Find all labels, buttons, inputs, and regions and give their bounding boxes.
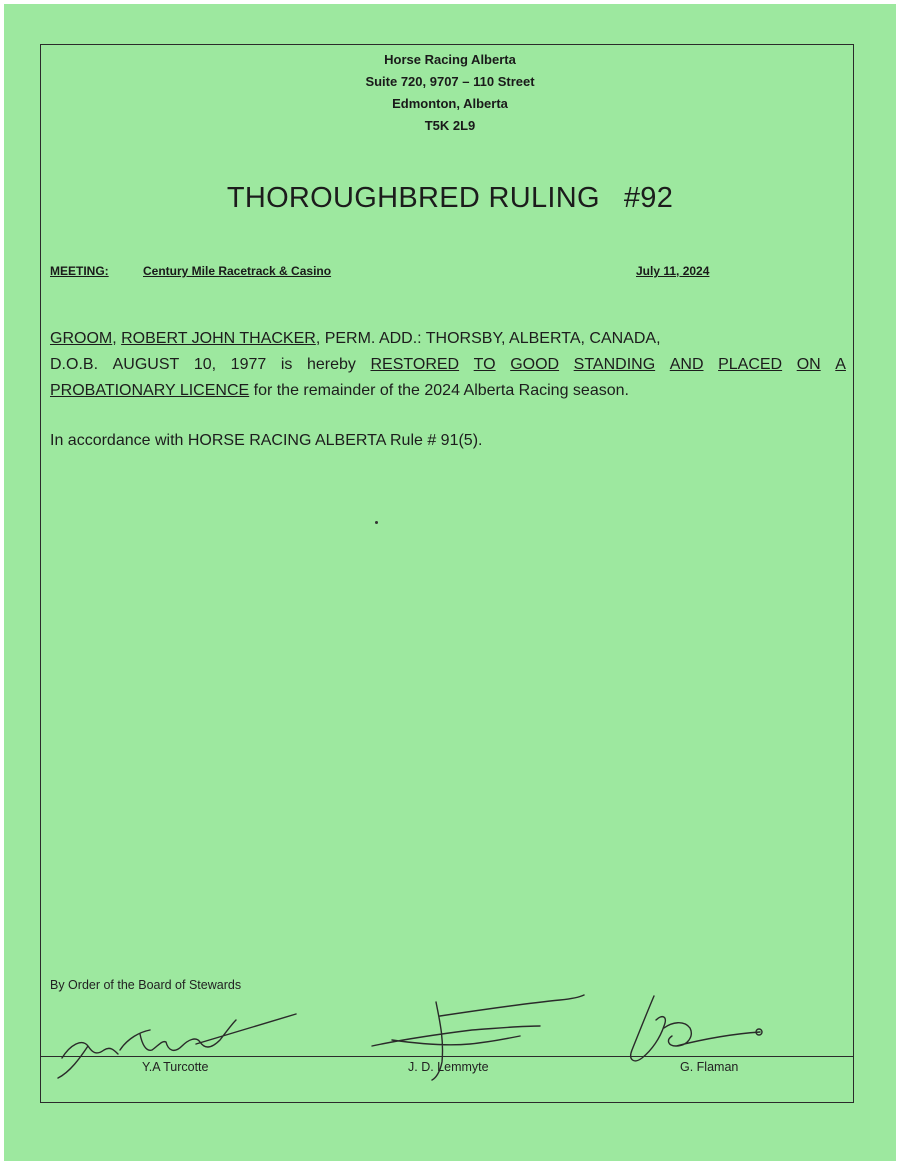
ruling-word: hereby [306,356,356,373]
ruling-address: , PERM. ADD.: THORSBY, ALBERTA, CANADA, [315,330,661,347]
rule-reference: In accordance with HORSE RACING ALBERTA Rule # 91(5). [50,432,483,449]
meeting-date: July 11, 2024 [636,264,710,278]
meeting-label: MEETING: [50,264,109,278]
org-name: Horse Racing Alberta [384,52,516,67]
steward-name-3: G. Flaman [680,1060,739,1074]
ruling-status-word: GOOD [510,356,560,373]
ruling-remainder: for the remainder of the 2024 Alberta Racing season. [249,382,629,399]
ruling-role: GROOM [50,330,113,347]
steward-name-1: Y.A Turcotte [142,1060,209,1074]
org-postal-code: T5K 2L9 [424,118,476,133]
ruling-separator: , [112,330,122,347]
ruling-word: 10, [193,356,217,373]
ruling-status-word: STANDING [573,356,656,373]
ruling-person-name: ROBERT JOHN THACKER [121,330,316,347]
signature-flaman [631,996,762,1061]
steward-name-2: J. D. Lemmyte [408,1060,489,1074]
ruling-status-word: AND [669,356,704,373]
board-order-text: By Order of the Board of Stewards [50,978,242,992]
ruling-word: D.O.B. [50,356,99,373]
org-address-line2: Edmonton, Alberta [392,96,508,111]
ruling-word: is [280,356,293,373]
ruling-title-text: THOROUGHBRED RULING [226,182,600,214]
ruling-status-word: ON [796,356,821,373]
org-address-line1: Suite 720, 9707 – 110 Street [365,74,535,89]
ruling-status-word: TO [473,356,496,373]
ruling-number: #92 [623,182,674,214]
signature-line [41,1056,853,1057]
meeting-value: Century Mile Racetrack & Casino [143,264,332,278]
ruling-word: 1977 [230,356,267,373]
ruling-status-cont: PROBATIONARY LICENCE [50,382,250,399]
ruling-word: AUGUST [112,356,180,373]
ruling-status-word: A [835,356,846,373]
ruling-status-word: PLACED [718,356,783,373]
ruling-status-word: RESTORED [370,356,460,373]
